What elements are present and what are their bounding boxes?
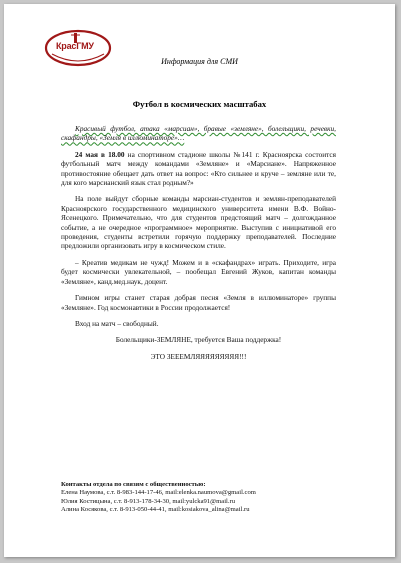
intro-paragraph: Красивый футбол, атака «марсиан», бравые «земляне», болельщики, речевки, скафандры, «Земля в иллюминаторе»…: [61, 124, 336, 143]
paragraph-3: – Креатив медикам не чужд! Можем и в «скафандрах» играть. Приходите, игра будет космически увлекательной, – пообещал Евгений Жуков, капитан команды «Земляне», канд.мед.наук, доцент.: [61, 257, 336, 286]
contacts-heading: Контакты отдела по связям с общественностью:: [61, 481, 206, 488]
paragraph-2: На поле выйдут сборные команды марсиан-студентов и землян-преподавателей Красноярского государственного медицинского университета имени В.Ф. Войно-Ясенецкого. Примечательно, что для студентов предстоящий матч – долгожданное событие, а не очередное «программное» мероприятие. Выступив с инициативой его проведения, студенты встретили горячую поддержку преподавателей. Последние предложили организовать игру в космическом стиле.: [61, 194, 336, 251]
media-info-header: Информация для СМИ: [161, 57, 238, 66]
logo-text: КрасГМУ: [56, 41, 94, 51]
paragraph-1: 24 мая в 18.00 на спортивном стадионе школы №141 г. Красноярска состоится футбольный матч между командами «Земляне» и «Марсиане». Напряженное противостояние обещает дать ответ на вопрос: «Кто сильнее и круче – земляне или те, для кого марсианский язык стал родным?»: [61, 149, 336, 188]
contacts-block: [61, 481, 361, 515]
match-date: 24 мая в 18.00: [75, 149, 125, 159]
contact-line: Елена Наумова, с.т. 8-983-144-17-46, mail:elenka.naumova@gmail.com: [61, 489, 256, 497]
article-body: [61, 124, 336, 368]
contact-line: Юлия Костицына, с.т. 8-913-178-34-30, mail:yulcka91@mail.ru: [61, 497, 236, 505]
paragraph-5: Вход на матч – свободный.: [75, 318, 159, 328]
cheer-line: ЭТО ЗЕЕЕМЛЯЯЯЯЯЯЯЯЯ!!!: [150, 351, 247, 361]
document-page: [4, 4, 395, 557]
article-title: Футбол в космических масштабах: [132, 99, 267, 109]
contact-line: Алина Косякова, с.т. 8-913-050-44-41, mail:kosiakova_alina@mail.ru: [61, 506, 250, 514]
paragraph-4: Гимном игры станет старая добрая песня «Земля в иллюминаторе» группы «Земляне». Год космонавтики в России продолжается!: [61, 293, 336, 312]
support-line: Болельщики-ЗЕМЛЯНЕ, требуется Ваша поддержка!: [115, 335, 282, 345]
